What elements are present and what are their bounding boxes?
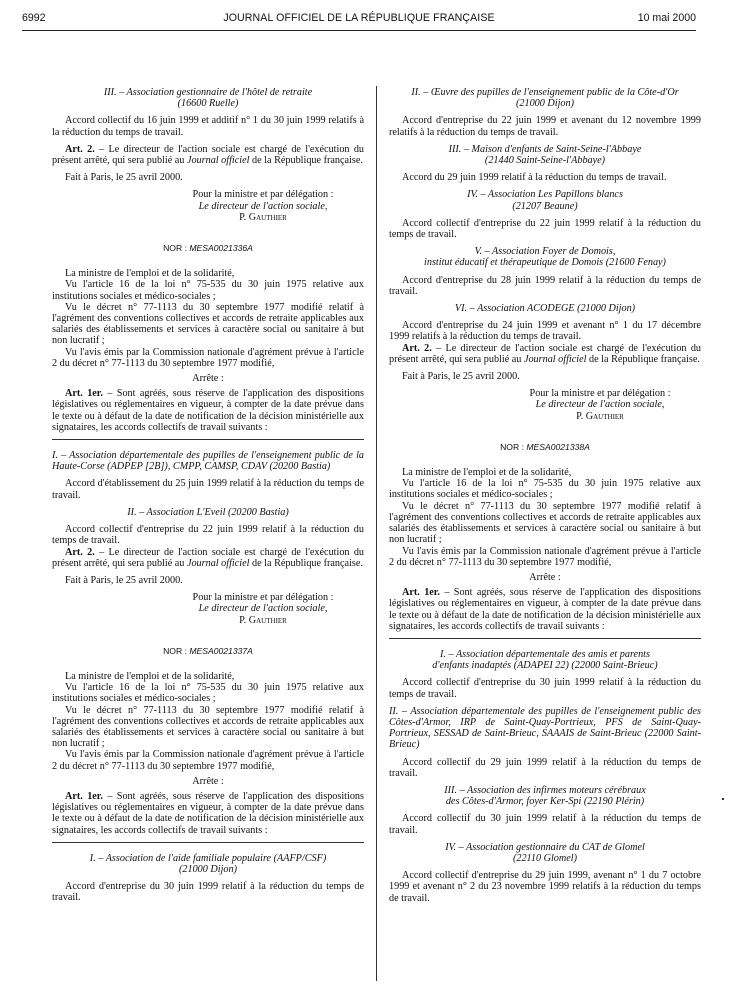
section-heading: III. – Association des infirmes moteurs cérébraux des Côtes-d'Armor, foyer Ker-Spi (22190 Plérin) xyxy=(444,784,646,808)
issue-date: 10 mai 2000 xyxy=(637,12,696,24)
paragraph: Accord collectif d'entreprise du 22 juin 1999 relatif à la réduction du temps de travail. xyxy=(52,524,364,547)
separator xyxy=(389,638,701,639)
paragraph: Accord d'entreprise du 28 juin 1999 relatif à la réduction du temps de travail. xyxy=(389,274,701,297)
paragraph: Vu le décret n° 77-1113 du 30 septembre 1977 modifié relatif à l'agrément des conventions collectives et accords de retraite applicables aux salariés des établissements et services à caractère social ou sanitaire à but non lucratif ; xyxy=(389,500,701,546)
left-column xyxy=(52,87,364,904)
signature-block: Pour la ministre et par délégation : Le directeur de l'action sociale, P. Gauthier xyxy=(192,592,334,626)
signature-block: Pour la ministre et par délégation : Le directeur de l'action sociale, P. Gauthier xyxy=(529,388,671,422)
section-adapei-22 xyxy=(389,649,701,700)
nor-reference: NOR : MESA0021338A xyxy=(500,441,590,452)
section-heading: III. – Maison d'enfants de Saint-Seine-l'Abbaye (21440 Saint-Seine-l'Abbaye) xyxy=(448,143,642,167)
nor-reference: NOR : MESA0021337A xyxy=(163,645,253,656)
paragraph: Accord collectif d'entreprise du 22 juin 1999 relatif à la réduction du temps de travail. xyxy=(389,217,701,241)
paragraph: Accord collectif d'entreprise du 30 juin 1999 relatif à la réduction du temps de travail. xyxy=(389,677,701,700)
paragraph: Vu l'avis émis par la Commission nationale d'agrément prévue à l'article 2 du décret n° 77-1113 du 30 septembre 1977 modifié, xyxy=(389,545,701,568)
section-domois xyxy=(389,246,701,297)
decree-preamble xyxy=(389,467,701,632)
section-heading: I. – Association départementale des amis et parents d'enfants inadaptés (ADAPEI 22) (22000 Saint-Brieuc) xyxy=(432,648,658,672)
running-header xyxy=(22,12,696,30)
section-pep-21 xyxy=(389,87,701,138)
section-aafp xyxy=(52,853,364,904)
nor-reference: NOR : MESA0021336A xyxy=(163,243,253,254)
section-imc-22 xyxy=(389,785,701,836)
header-rule xyxy=(22,30,696,31)
scan-speck xyxy=(722,798,724,800)
section-eveil xyxy=(52,507,364,626)
arrete-heading: Arrête : xyxy=(192,775,224,787)
paragraph: La ministre de l'emploi et de la solidarité, xyxy=(65,670,235,682)
paragraph: Vu l'avis émis par la Commission nationale d'agrément prévue à l'article 2 du décret n° 77-1113 du 30 septembre 1977 modifié, xyxy=(52,346,364,369)
fait-a-paris: Fait à Paris, le 25 avril 2000. xyxy=(65,172,183,184)
paragraph: Accord collectif du 29 juin 1999 relatif à la réduction du temps de travail. xyxy=(389,756,701,779)
section-ruelle xyxy=(52,87,364,223)
article-1: Art. 1er. – Sont agréés, sous réserve de l'application des dispositions législatives ou réglementaires en vigueur, à compter de la date prévue dans le texte ou à défaut de la date de notification de la décision ministérielle aux signataires, les accords collectifs de travail suivants : xyxy=(52,790,364,836)
arrete-heading: Arrête : xyxy=(529,571,561,583)
section-heading: IV. – Association gestionnaire du CAT de Glomel (22110 Glomel) xyxy=(445,841,645,864)
decree-preamble xyxy=(52,671,364,836)
article-2: Art. 2. – Le directeur de l'action sociale est chargé de l'exécution du présent arrêté, qui sera publié au Journal officiel de la République française. xyxy=(52,546,365,569)
column-divider xyxy=(376,86,377,981)
paragraph: Accord d'entreprise du 22 juin 1999 et avenant du 12 novembre 1999 relatifs à la réduction du temps de travail. xyxy=(389,115,701,138)
section-heading: II. – Association départementale des pupilles de l'enseignement public des Côtes-d'Armor, IRP de Saint-Quay-Portrieux, PFS de Saint-Quay-Portrieux, SESSAD de Saint-Brieuc, SAAAIS de Saint-Brieuc (22000 Saint-Brieuc) xyxy=(389,705,701,751)
decree-preamble xyxy=(52,268,364,433)
section-heading: I. – Association départementale des pupilles de l'enseignement public de la Haute-Corse (ADPEP [2B]), CMPP, CAMSP, CDAV (20200 Bastia) xyxy=(52,450,364,473)
journal-title: JOURNAL OFFICIEL DE LA RÉPUBLIQUE FRANÇAISE xyxy=(223,12,495,24)
fait-a-paris: Fait à Paris, le 25 avril 2000. xyxy=(402,371,520,383)
paragraph: Accord d'établissement du 25 juin 1999 relatif à la réduction du temps de travail. xyxy=(52,478,364,501)
article-2: Art. 2. – Le directeur de l'action sociale est chargé de l'exécution du présent arrêté, qui sera publié au Journal officiel de la République française. xyxy=(389,342,702,365)
paragraph: Vu l'article 16 de la loi n° 75-535 du 30 juin 1975 relative aux institutions sociales et médico-sociales ; xyxy=(52,279,364,302)
page-number: 6992 xyxy=(22,12,46,24)
paragraph: Vu le décret n° 77-1113 du 30 septembre 1977 modifié relatif à l'agrément des conventions collectives et accords de retraite applicables aux salariés des établissements et services à caractère social ou sanitaire à but non lucratif ; xyxy=(52,301,364,347)
article-1: Art. 1er. – Sont agréés, sous réserve de l'application des dispositions législatives ou réglementaires en vigueur, à compter de la date prévue dans le texte ou à défaut de la date de notification de la décision ministérielle aux signataires, les accords collectifs de travail suivants : xyxy=(389,587,701,632)
paragraph: Vu le décret n° 77-1113 du 30 septembre 1977 modifié relatif à l'agrément des conventions collectives et accords de retraite applicables aux salariés des établissements et services à caractère social ou sanitaire à but non lucratif ; xyxy=(52,704,364,750)
section-heading: VI. – Association ACODEGE (21000 Dijon) xyxy=(454,303,636,315)
paragraph: Accord du 29 juin 1999 relatif à la réduction du temps de travail. xyxy=(402,172,667,184)
section-heading: I. – Association de l'aide familiale populaire (AAFP/CSF) (21000 Dijon) xyxy=(89,852,327,875)
paragraph: Accord collectif d'entreprise du 29 juin 1999, avenant n° 1 du 7 octobre 1999 et avenant n° 2 du 23 novembre 1999 relatifs à la réduction du temps de travail. xyxy=(389,870,701,904)
paragraph: Accord collectif du 30 juin 1999 relatif à la réduction du temps de travail. xyxy=(389,813,701,836)
section-papillons-blancs xyxy=(389,189,701,240)
paragraph: La ministre de l'emploi et de la solidarité, xyxy=(65,268,235,280)
section-heading: II. – Association L'Eveil (20200 Bastia) xyxy=(127,506,289,518)
separator xyxy=(52,439,364,440)
section-heading: II. – Œuvre des pupilles de l'enseignement public de la Côte-d'Or (21000 Dijon) xyxy=(411,87,679,110)
arrete-heading: Arrête : xyxy=(192,373,224,385)
paragraph: Vu l'avis émis par la Commission nationale d'agrément prévue à l'article 2 du décret n° 77-1113 du 30 septembre 1977 modifié, xyxy=(52,749,364,772)
section-heading: III. – Association gestionnaire de l'hôtel de retraite (16600 Ruelle) xyxy=(103,87,313,110)
paragraph: Vu l'article 16 de la loi n° 75-535 du 30 juin 1975 relative aux institutions sociales et médico-sociales ; xyxy=(389,478,701,501)
paragraph: La ministre de l'emploi et de la solidarité, xyxy=(402,467,572,479)
paragraph: Vu l'article 16 de la loi n° 75-535 du 30 juin 1975 relative aux institutions sociales et médico-sociales ; xyxy=(52,682,364,705)
section-pep-22 xyxy=(389,706,701,779)
separator xyxy=(52,842,364,843)
section-acodege xyxy=(389,303,701,422)
paragraph: Accord d'entreprise du 24 juin 1999 et avenant n° 1 du 17 décembre 1999 relatifs à la réduction du temps de travail. xyxy=(389,320,701,343)
paragraph: Accord d'entreprise du 30 juin 1999 relatif à la réduction du temps de travail. xyxy=(52,881,364,904)
signature-block: Pour la ministre et par délégation : Le directeur de l'action sociale, P. Gauthier xyxy=(192,189,334,223)
section-saint-seine xyxy=(389,144,701,184)
article-2: Art. 2. – Le directeur de l'action sociale est chargé de l'exécution du présent arrêté, qui sera publié au Journal officiel de la République française. xyxy=(52,143,365,167)
section-heading: V. – Association Foyer de Domois, institut éducatif et thérapeutique de Domois (21600 Fenay) xyxy=(424,246,666,269)
paragraph: Accord collectif du 16 juin 1999 et additif n° 1 du 30 juin 1999 relatifs à la réduction du temps de travail. xyxy=(52,115,364,138)
article-1: Art. 1er. – Sont agréés, sous réserve de l'application des dispositions législatives ou réglementaires en vigueur, à compter de la date prévue dans le texte ou à défaut de la date de notification de la décision ministérielle aux signataires, les accords collectifs de travail suivants : xyxy=(52,388,364,433)
section-adpep-2b xyxy=(52,450,364,501)
section-glomel xyxy=(389,842,701,904)
fait-a-paris: Fait à Paris, le 25 avril 2000. xyxy=(65,574,183,586)
right-column xyxy=(389,87,701,904)
section-heading: IV. – Association Les Papillons blancs (21207 Beaune) xyxy=(467,189,623,212)
